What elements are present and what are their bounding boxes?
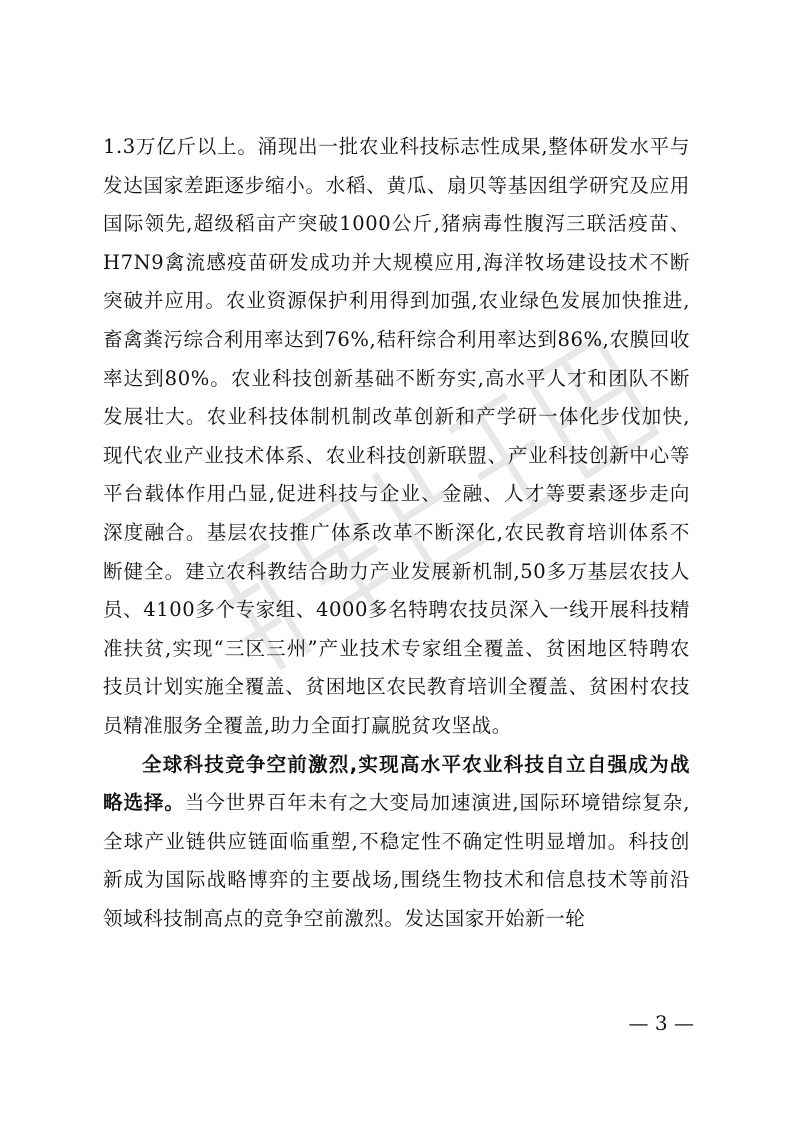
paragraph-achievements: 1.3万亿斤以上。涌现出一批农业科技标志性成果,整体研发水平与发达国家差距逐步缩小。水稻、黄瓜、扇贝等基因组学研究及应用国际领先,超级稻亩产突破1000公斤,猪病毒性腹泻三联活疫苗、H7N9禽流感疫苗研发成功并大规模应用,海洋牧场建设技术不断突破并应用。农业资源保护利用得到加强,农业绿色发展加快推进,畜禽粪污综合利用率达到76%,秸秆综合利用率达到86%,农膜回收率达到80%。农业科技创新基础不断夯实,高水平人才和团队不断发展壮大。农业科技体制机制改革创新和产学研一体化步伐加快,现代农业产业技术体系、农业科技创新联盟、产业科技创新中心等平台载体作用凸显,促进科技与企业、金融、人才等要素逐步走向深度融合。基层农技推广体系改革不断深化,农民教育培训体系不断健全。建立农科教结合助力产业发展新机制,50多万基层农技人员、4100多个专家组、4000多名特聘农技员深入一线开展科技精准扶贫,实现“三区三州”产业技术专家组全覆盖、贫困地区特聘农技员计划实施全覆盖、贫困地区农民教育培训全覆盖、贫困村农技员精准服务全覆盖,助力全面打赢脱贫攻坚战。 (103, 135, 690, 737)
document-body (103, 128, 690, 938)
paragraph-heading: 全球科技竞争空前激烈,实现高水平农业科技自立自强成为战略选择。 (103, 752, 690, 815)
page-number: — 3 — (628, 1011, 694, 1035)
paragraph-global-competition (103, 746, 690, 939)
paragraph-body: 当今世界百年未有之大变局加速演进,国际环境错综复杂,全球产业链供应链面临重塑,不稳定性不确定性明显增加。科技创新成为国际战略博弈的主要战场,围绕生物技术和信息技术等前沿领域科技制高点的竞争空前激烈。发达国家开始新一轮 (103, 791, 691, 930)
